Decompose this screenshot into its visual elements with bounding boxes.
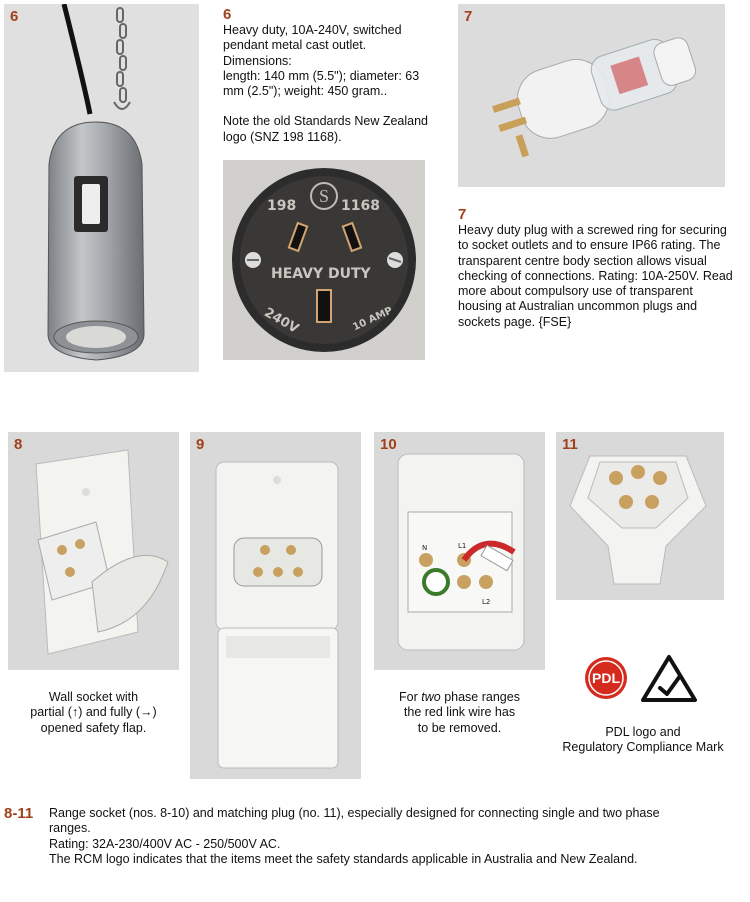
caption-line: partial (↑) and fully (→) <box>30 705 157 720</box>
pendant-outlet-image <box>4 4 199 372</box>
caption-11 <box>548 725 738 756</box>
bottom-line: Rating: 32A-230/400V AC - 250/500V AC. <box>49 836 281 851</box>
item6-heading: 6 <box>223 6 232 23</box>
socket-mark-1168: 1168 <box>341 198 380 214</box>
caption-line: to be removed. <box>417 720 502 735</box>
range-socket-wiring-image <box>374 432 545 670</box>
caption-10 <box>374 690 545 736</box>
snz-socket-image <box>223 160 425 360</box>
item-number: 7 <box>464 8 473 25</box>
caption-text: phase ranges <box>440 690 520 704</box>
item6-desc: Heavy duty, 10A-240V, switched pendant metal cast outlet. <box>223 23 402 53</box>
socket-mark-198: 198 <box>267 198 297 214</box>
range-socket-image <box>190 432 361 779</box>
terminal-l1: L1 <box>458 542 467 550</box>
socket-mark-heavy-duty: HEAVY DUTY <box>271 266 371 282</box>
caption-line: Regulatory Compliance Mark <box>562 740 724 755</box>
snz-socket-photo <box>223 160 425 360</box>
item7-description <box>458 206 740 330</box>
item6-dim-label: Dimensions: <box>223 53 292 68</box>
svg-text:S: S <box>319 186 330 206</box>
range-socket-wiring-photo <box>374 432 545 670</box>
terminal-n: N <box>422 544 428 552</box>
caption-text: For <box>399 690 422 704</box>
heavy-duty-plug-photo <box>458 4 725 187</box>
heavy-duty-plug-image <box>458 4 725 187</box>
caption-line: opened safety flap. <box>40 720 147 735</box>
photo-number: 9 <box>196 436 205 453</box>
wall-socket-image <box>8 432 179 670</box>
range-plug-image <box>556 432 724 600</box>
pdl-logo-text: PDL <box>592 670 620 686</box>
item6-note: Note the old Standards New Zealand logo (SNZ 198 1168). <box>223 114 428 144</box>
photo-number: 8 <box>14 436 23 453</box>
range-plug-photo <box>556 432 724 600</box>
caption-8 <box>8 690 179 736</box>
item6-dim-text: length: 140 mm (5.5"); diameter: 63 mm (2.5"); weight: 450 gram.. <box>223 68 420 99</box>
rcm-logo <box>640 654 698 704</box>
item-number: 6 <box>10 8 19 25</box>
socket-mark-amp: 10 AMP <box>351 305 395 334</box>
range-socket-photo <box>190 432 361 779</box>
bottom-heading: 8-11 <box>4 805 34 822</box>
pendant-outlet-photo <box>4 4 199 372</box>
terminal-l2: L2 <box>482 598 491 606</box>
socket-mark-volt: 240V <box>261 305 302 337</box>
item7-heading: 7 <box>458 206 467 223</box>
rcm-triangle-icon <box>640 654 698 704</box>
caption-line: PDL logo and <box>605 725 681 739</box>
pdl-logo-icon <box>584 656 628 700</box>
photo-number: 11 <box>562 436 578 453</box>
bottom-line: The RCM logo indicates that the items meet the safety standards applicable in Australia and New Zealand. <box>49 851 638 866</box>
caption-emphasis: two <box>421 690 441 704</box>
photo-number: 10 <box>380 436 397 453</box>
bottom-line: Range socket (nos. 8-10) and matching plug (no. 11), especially designed for connecting single and two phase <box>49 806 660 820</box>
pdl-logo <box>584 656 628 700</box>
item7-text: Heavy duty plug with a screwed ring for securing to socket outlets and to ensure IP66 rating. The transparent centre body section allows visual checking of connections. Rating: 10A-250V. Read more about compulsory use of transparent housing at Australian uncommon plugs and sockets page. {FSE} <box>458 223 733 329</box>
bottom-line: ranges. <box>49 821 91 836</box>
caption-line: Wall socket with <box>48 690 139 704</box>
bottom-text <box>49 806 749 867</box>
wall-socket-photo <box>8 432 179 670</box>
item6-description <box>223 6 433 145</box>
caption-line: the red link wire has <box>403 705 516 720</box>
caption-line <box>374 690 545 705</box>
